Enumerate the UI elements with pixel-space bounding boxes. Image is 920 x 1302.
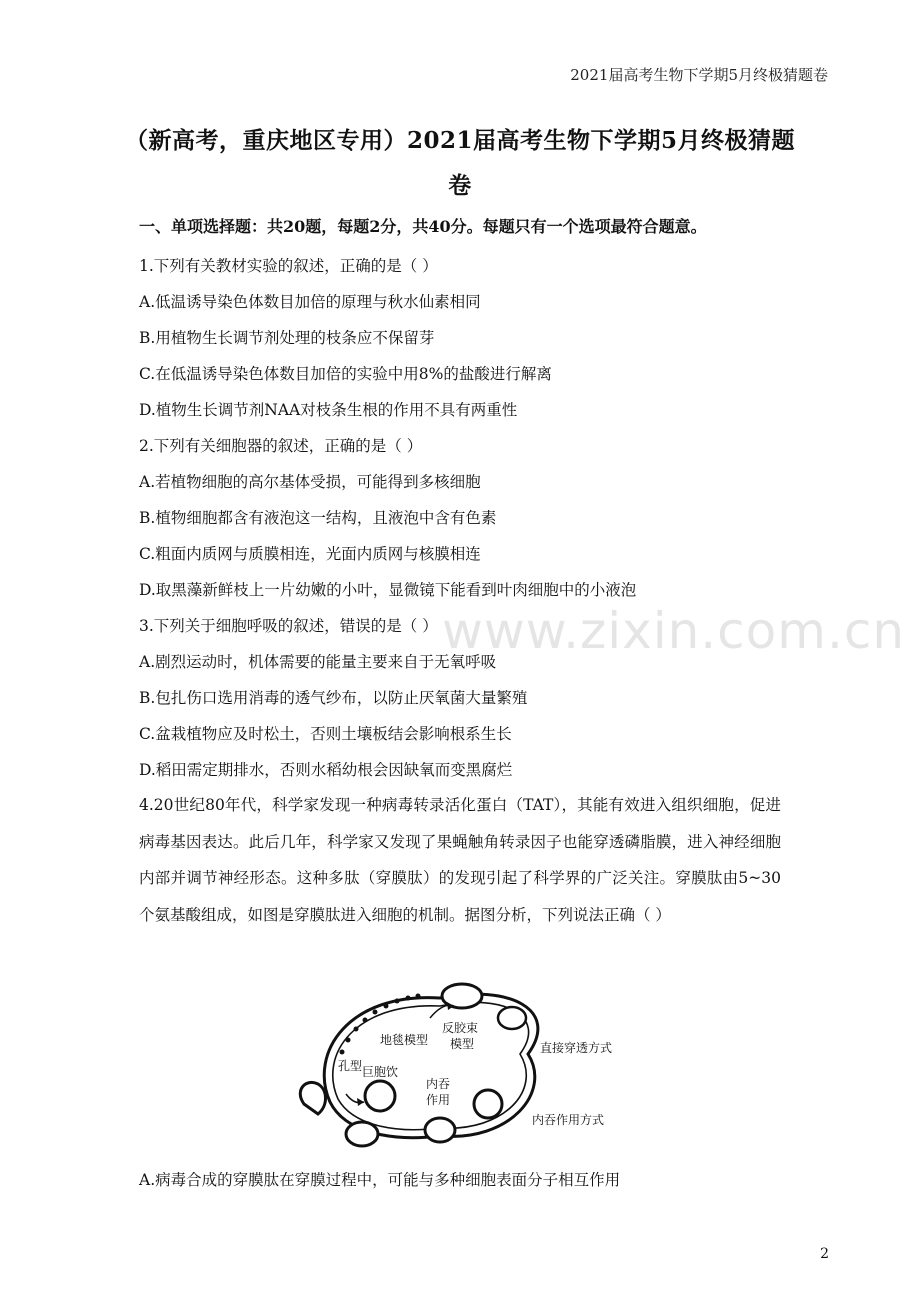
label-direct-penetration: 直接穿透方式 — [540, 1041, 613, 1055]
question-3-option-b: B.包扎伤口选用消毒的透气纱布，以防止厌氧菌大量繁殖 — [139, 689, 528, 707]
question-1-option-b: B.用植物生长调节剂处理的枝条应不保留芽 — [139, 329, 435, 347]
label-endocytosis-1: 内吞 — [426, 1077, 451, 1091]
figure-diagram — [290, 982, 650, 1150]
question-2-option-b: B.植物细胞都含有液泡这一结构，且液泡中含有色素 — [139, 509, 497, 527]
question-2-stem: 2.下列有关细胞器的叙述，正确的是（ ） — [139, 437, 423, 455]
question-3-option-a: A.剧烈运动时，机体需要的能量主要来自于无氧呼吸 — [139, 653, 497, 671]
label-micelle-1: 反胶束 — [442, 1021, 479, 1035]
endocytosis-vesicle — [474, 1090, 502, 1118]
label-endocytosis-2: 作用 — [426, 1093, 451, 1107]
question-1-option-d: D.植物生长调节剂NAA对枝条生根的作用不具有两重性 — [139, 401, 518, 419]
question-2-option-c: C.粗面内质网与质膜相连，光面内质网与核膜相连 — [139, 545, 481, 563]
watermark: www.zixin.com.cn — [442, 602, 906, 660]
question-1-option-c: C.在低温诱导染色体数目加倍的实验中用8%的盐酸进行解离 — [139, 365, 552, 383]
page-header: 2021届高考生物下学期5月终极猜题卷 — [570, 66, 828, 84]
question-3-option-c: C.盆栽植物应及时松土，否则土壤板结会影响根系生长 — [139, 725, 512, 743]
label-carpet-model: 地毯模型 — [380, 1033, 429, 1047]
question-2-option-d: D.取黑藻新鲜枝上一片幼嫩的小叶，显微镜下能看到叶肉细胞中的小液泡 — [139, 581, 637, 599]
question-2-option-a: A.若植物细胞的高尔基体受损，可能得到多核细胞 — [139, 473, 481, 491]
question-4-stem: 4.20世纪80年代，科学家发现一种病毒转录活化蛋白（TAT），其能有效进入组织细胞，促进病毒基因表达。此后几年，科学家又发现了果蝇触角转录因子也能穿透磷脂膜，进入神经细胞内部并调节神经形态。这种多肽（穿膜肽）的发现引起了科学界的广泛关注。穿膜肽由5~30个氨基酸组成，如图是穿膜肽进入细胞的机制。据图分析，下列说法正确（ ） — [139, 796, 781, 924]
cell-penetrating-peptide-figure — [290, 982, 650, 1154]
question-3-option-d: D.稻田需定期排水，否则水稻幼根会因缺氧而变黑腐烂 — [139, 761, 513, 779]
page-number: 2 — [820, 1246, 829, 1262]
question-1-option-a: A.低温诱导染色体数目加倍的原理与秋水仙素相同 — [139, 293, 481, 311]
question-3-stem: 3.下列关于细胞呼吸的叙述，错误的是（ ） — [139, 617, 438, 635]
question-1-stem: 1.下列有关教材实验的叙述，正确的是（ ） — [139, 257, 438, 275]
question-4-option-a: A.病毒合成的穿膜肽在穿膜过程中，可能与多种细胞表面分子相互作用 — [139, 1171, 621, 1189]
label-pore: 孔型 — [338, 1059, 363, 1073]
label-macropinocytosis: 巨胞饮 — [362, 1065, 399, 1079]
section-heading: 一、单项选择题：共20题，每题2分，共40分。每题只有一个选项最符合题意。 — [139, 217, 707, 236]
label-endocytosis-mode: 内吞作用方式 — [532, 1113, 605, 1127]
label-micelle-2: 模型 — [450, 1037, 475, 1051]
macropinocytosis-vesicle — [365, 1081, 395, 1111]
page-title: （新高考，重庆地区专用）2021届高考生物下学期5月终极猜题卷 — [124, 127, 796, 199]
pore-pocket — [300, 1082, 325, 1114]
